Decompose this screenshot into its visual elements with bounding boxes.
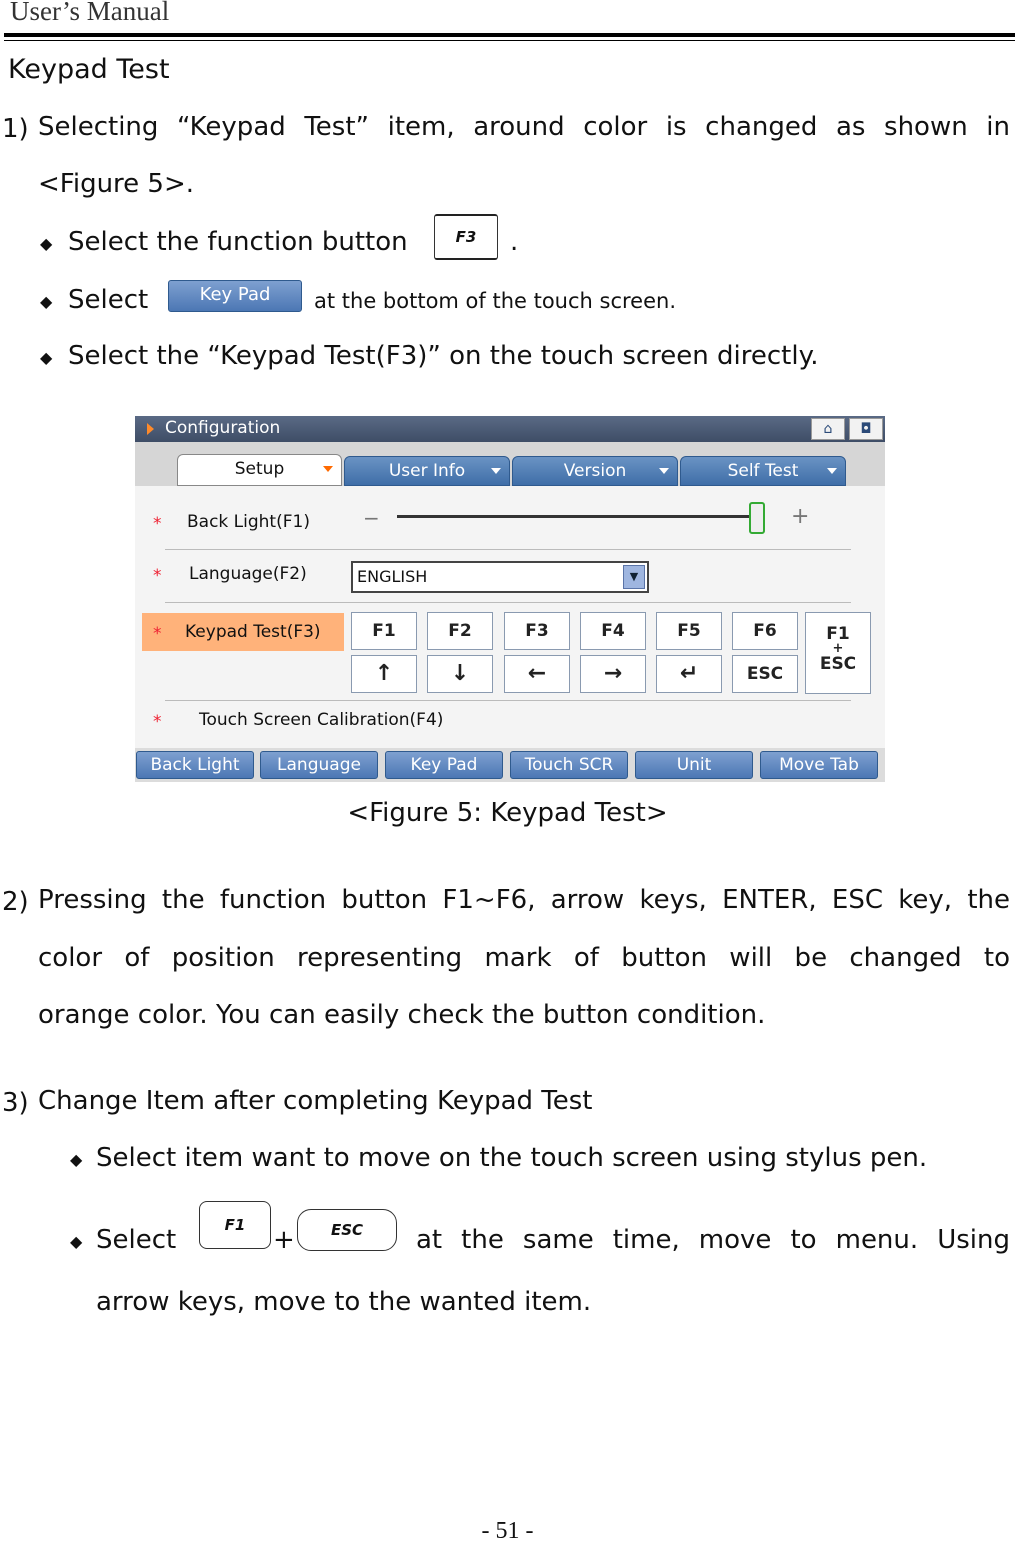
- divider: [165, 700, 851, 701]
- step2-line3: orange color. You can easily check the button condition.: [38, 1000, 766, 1030]
- step1-line1: Selecting “Keypad Test” item, around color is changed as shown in: [38, 112, 1010, 142]
- arrow-up-icon: ↑: [351, 655, 417, 693]
- language-select[interactable]: [351, 561, 649, 593]
- plus-icon[interactable]: +: [791, 504, 810, 529]
- combo-key-line3: ESC: [819, 654, 857, 674]
- step1-bullet-a: Select the function button: [68, 227, 408, 257]
- step3-line1: Change Item after completing Keypad Test: [38, 1086, 593, 1116]
- f3-key-icon: F3: [434, 214, 498, 260]
- bullet-icon: ◆: [70, 1150, 83, 1169]
- keypad-test-label[interactable]: Keypad Test(F3): [185, 622, 321, 642]
- arrow-right-icon: →: [580, 655, 646, 693]
- key-f3: F3: [504, 612, 570, 650]
- figure-caption: <Figure 5: Keypad Test>: [347, 798, 668, 828]
- bullet-icon: ◆: [40, 292, 53, 311]
- key-f4: F4: [580, 612, 646, 650]
- key-f6: F6: [732, 612, 798, 650]
- tab-self-test[interactable]: [680, 456, 846, 486]
- item-marker-icon: *: [153, 712, 162, 732]
- screen-title: Configuration: [165, 418, 281, 438]
- step1-bullet-b: Select: [68, 285, 149, 315]
- plus-sign: +: [273, 1225, 295, 1255]
- unit-button[interactable]: Unit: [635, 751, 753, 779]
- backlight-button[interactable]: Back Light: [136, 751, 254, 779]
- language-label[interactable]: Language(F2): [189, 564, 307, 584]
- combo-key-plus: +: [832, 641, 844, 656]
- step2-line2: color of position representing mark of button will be changed to: [38, 943, 1010, 973]
- step1-bullet-b-end: at the bottom of the touch screen.: [314, 289, 677, 313]
- step2-line1: Pressing the function button F1~F6, arrow keys, ENTER, ESC key, the: [38, 885, 1010, 915]
- section-title: Keypad Test: [8, 54, 170, 85]
- step1-line2: <Figure 5>.: [38, 169, 195, 199]
- key-esc: ESC: [732, 655, 798, 693]
- tab-label: User Info: [388, 461, 466, 481]
- item-marker-icon: *: [153, 566, 162, 586]
- bullet-icon: ◆: [70, 1232, 83, 1251]
- header-rule-thin: [4, 40, 1015, 41]
- tab-label: Setup: [234, 459, 285, 479]
- divider: [165, 602, 851, 603]
- dropdown-arrow-icon: [827, 468, 837, 474]
- dropdown-arrow-icon: [659, 468, 669, 474]
- title-bar: [135, 416, 885, 442]
- keypad-button-icon: Key Pad: [168, 280, 302, 312]
- f1-key-icon: F1: [199, 1201, 271, 1249]
- orange-arrow-icon: [147, 423, 154, 435]
- touch-scr-button[interactable]: Touch SCR: [510, 751, 628, 779]
- language-button[interactable]: Language: [260, 751, 378, 779]
- key-f5: F5: [656, 612, 722, 650]
- dropdown-arrow-icon: [491, 468, 501, 474]
- bullet-icon: ◆: [40, 234, 53, 253]
- step3-bullet-a: Select item want to move on the touch screen using stylus pen.: [96, 1143, 928, 1173]
- step3-number: 3): [2, 1088, 29, 1118]
- page-number: - 51 -: [481, 1518, 534, 1544]
- bottom-button-bar: [135, 748, 885, 782]
- step2-number: 2): [2, 887, 29, 917]
- arrow-left-icon: ←: [504, 655, 570, 693]
- touch-calibration-label[interactable]: Touch Screen Calibration(F4): [199, 710, 444, 730]
- divider: [165, 549, 851, 550]
- key-f2: F2: [427, 612, 493, 650]
- header-rule: [4, 33, 1015, 37]
- tab-setup[interactable]: [177, 454, 342, 486]
- language-value: ENGLISH: [357, 567, 428, 586]
- backlight-label[interactable]: Back Light(F1): [187, 512, 310, 532]
- manual-header: User’s Manual: [10, 0, 170, 26]
- tab-label: Version: [563, 461, 627, 481]
- home-icon[interactable]: ⌂: [811, 418, 845, 440]
- step3-bullet-b-end: at the same time, move to menu. Using: [416, 1225, 1010, 1255]
- step3-bullet-b: Select: [96, 1225, 177, 1255]
- backlight-slider-thumb[interactable]: [749, 502, 765, 534]
- bullet-icon: ◆: [40, 348, 53, 367]
- configuration-screen: [135, 416, 885, 782]
- chevron-down-icon[interactable]: ▼: [623, 565, 645, 589]
- tab-user-info[interactable]: [344, 456, 510, 486]
- item-marker-icon: *: [153, 514, 162, 534]
- move-tab-button[interactable]: Move Tab: [760, 751, 878, 779]
- enter-icon: ↵: [656, 655, 722, 693]
- combo-key-line1: F1: [826, 624, 850, 644]
- dropdown-arrow-icon: [323, 466, 333, 472]
- arrow-down-icon: ↓: [427, 655, 493, 693]
- key-f1-esc: [805, 612, 871, 694]
- tab-bar: [135, 442, 885, 486]
- step3-bullet-b-line2: arrow keys, move to the wanted item.: [96, 1287, 592, 1317]
- step1-bullet-a-end: .: [510, 227, 519, 257]
- camera-icon[interactable]: ◘: [849, 418, 883, 440]
- keypad-button[interactable]: Key Pad: [385, 751, 503, 779]
- key-f1: F1: [351, 612, 417, 650]
- step1-number: 1): [2, 114, 29, 144]
- item-marker-icon: *: [153, 624, 162, 644]
- step1-bullet-c: Select the “Keypad Test(F3)” on the touch screen directly.: [68, 341, 819, 371]
- backlight-slider-track[interactable]: [397, 515, 753, 518]
- tab-label: Self Test: [727, 461, 799, 481]
- minus-icon[interactable]: −: [363, 506, 380, 530]
- tab-version[interactable]: [512, 456, 678, 486]
- esc-key-icon: ESC: [297, 1209, 397, 1251]
